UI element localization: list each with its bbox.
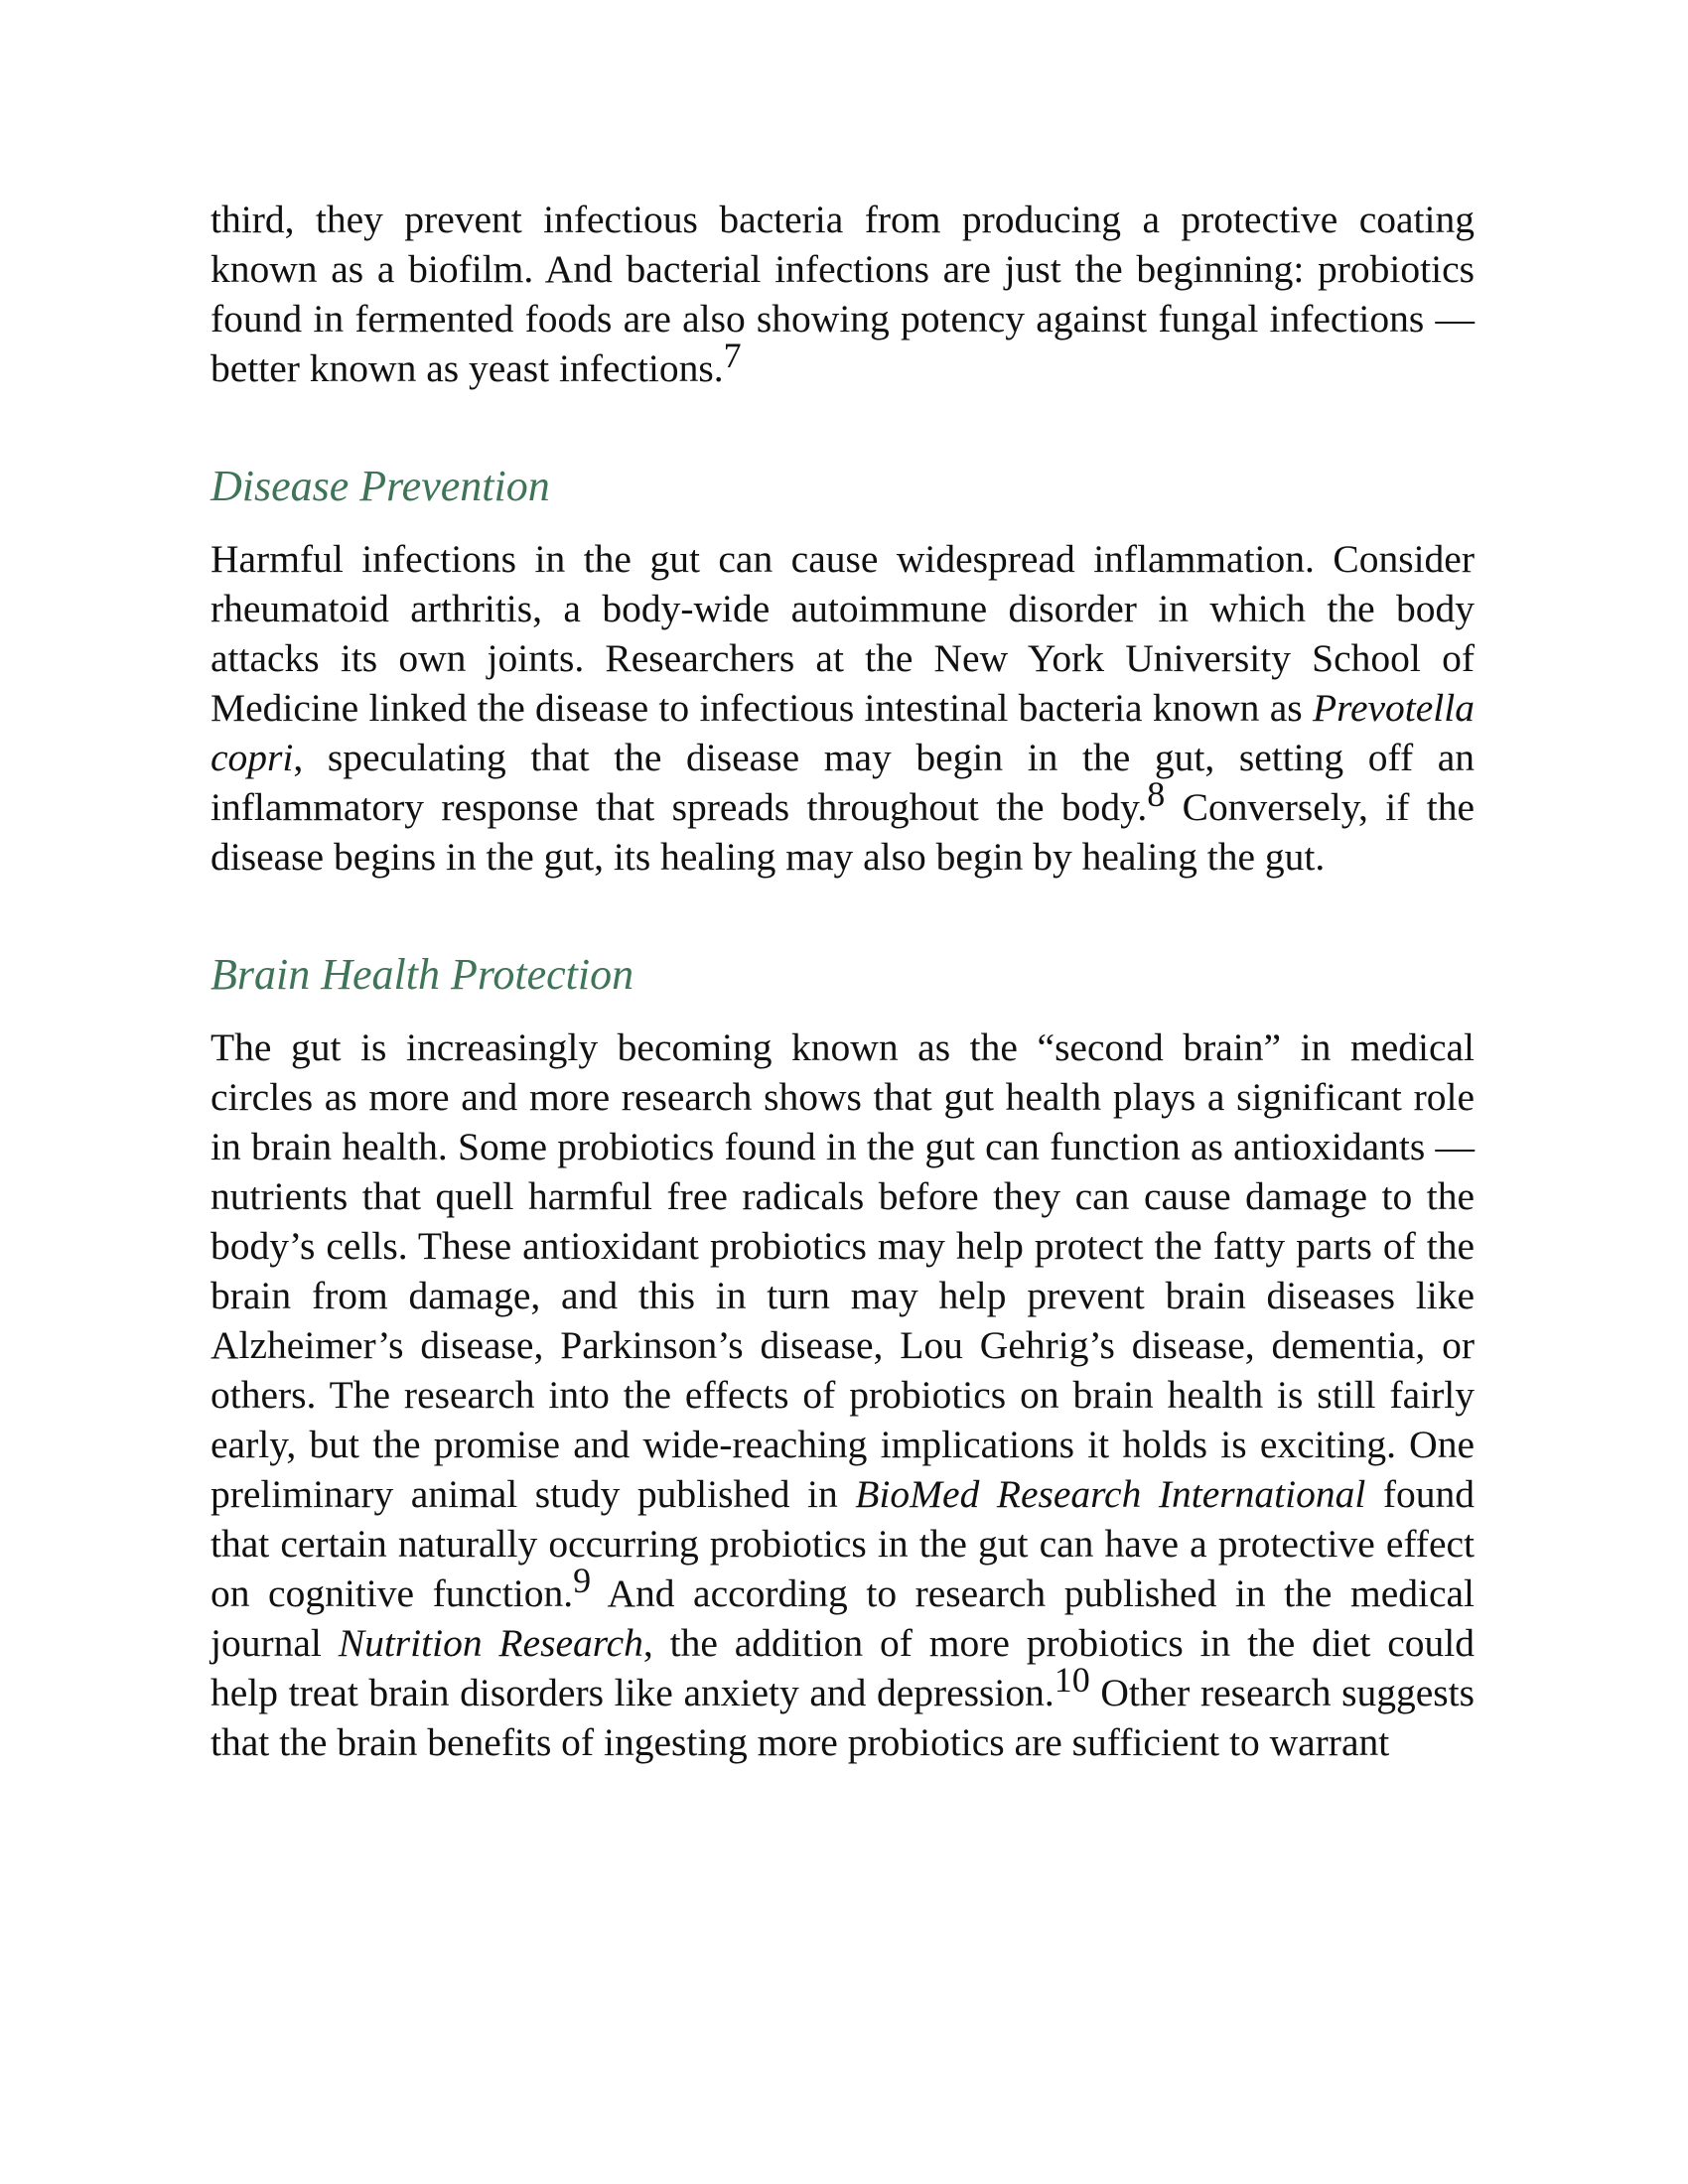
paragraph-text: Harmful infections in the gut can cause widespread inflammation. Consider rheumatoid arthritis, a body-wide autoimmune disorder in which the body attacks its own joints. Researchers at the New York University School of Medicine linked the disease to infectious intestinal bacteria known as xyxy=(211,537,1475,730)
document-page xyxy=(211,195,1475,1767)
paragraph-text: Other research suggests that the brain benefits of ingesting more probiotics are sufficient to warrant xyxy=(211,1671,1475,1764)
footnote-marker: 10 xyxy=(1054,1660,1090,1700)
italic-journal-title: Nutrition Research xyxy=(338,1621,643,1665)
paragraph-text: , speculating that the disease may begin in the gut, setting off an inflammatory response that spreads throughout the body. xyxy=(211,736,1475,829)
paragraph-text: found that certain naturally occurring probiotics in the gut can have a protective effect on cognitive function. xyxy=(211,1472,1476,1615)
paragraph-text: Conversely, if the disease begins in the gut, its healing may also begin by healing the gut. xyxy=(211,785,1475,879)
paragraph-text: , the addition of more probiotics in the diet could help treat brain disorders like anxiety and depression. xyxy=(211,1621,1475,1714)
italic-journal-title: BioMed Research International xyxy=(855,1472,1366,1516)
footnote-marker: 7 xyxy=(723,336,742,375)
paragraph-disease-prevention xyxy=(211,534,1475,882)
paragraph-biofilm xyxy=(211,195,1475,393)
paragraph-text: The gut is increasingly becoming known as the “second brain” in medical circles as more and more research shows that gut health plays a significant role in brain health. Some probiotics found in the gut can function as antioxidants — nutrients that quell harmful free radicals before they can cause damage to the body’s cells. These antioxidant probiotics may help protect the fatty parts of the brain from damage, and this in turn may help prevent brain diseases like Alzheimer’s disease, Parkinson’s disease, Lou Gehrig’s disease, dementia, or others. The research into the effects of probiotics on brain health is still fairly early, but the promise and wide-reaching implications it holds is exciting. One preliminary animal study published in xyxy=(211,1025,1475,1516)
section-heading-disease-prevention: Disease Prevention xyxy=(211,462,550,510)
paragraph-text: third, they prevent infectious bacteria from producing a protective coating known as a biofilm. And bacterial infections are just the beginning: probiotics found in fermented foods are also showing potency against fungal infections — better known as yeast infections. xyxy=(211,198,1475,390)
paragraph-text: And according to research published in the medical journal xyxy=(211,1571,1475,1665)
italic-species-name: Prevotella copri xyxy=(211,686,1475,779)
footnote-marker: 8 xyxy=(1147,774,1166,814)
paragraph-brain-health xyxy=(211,1023,1475,1767)
footnote-marker: 9 xyxy=(573,1561,592,1600)
section-heading-brain-health: Brain Health Protection xyxy=(211,950,634,999)
